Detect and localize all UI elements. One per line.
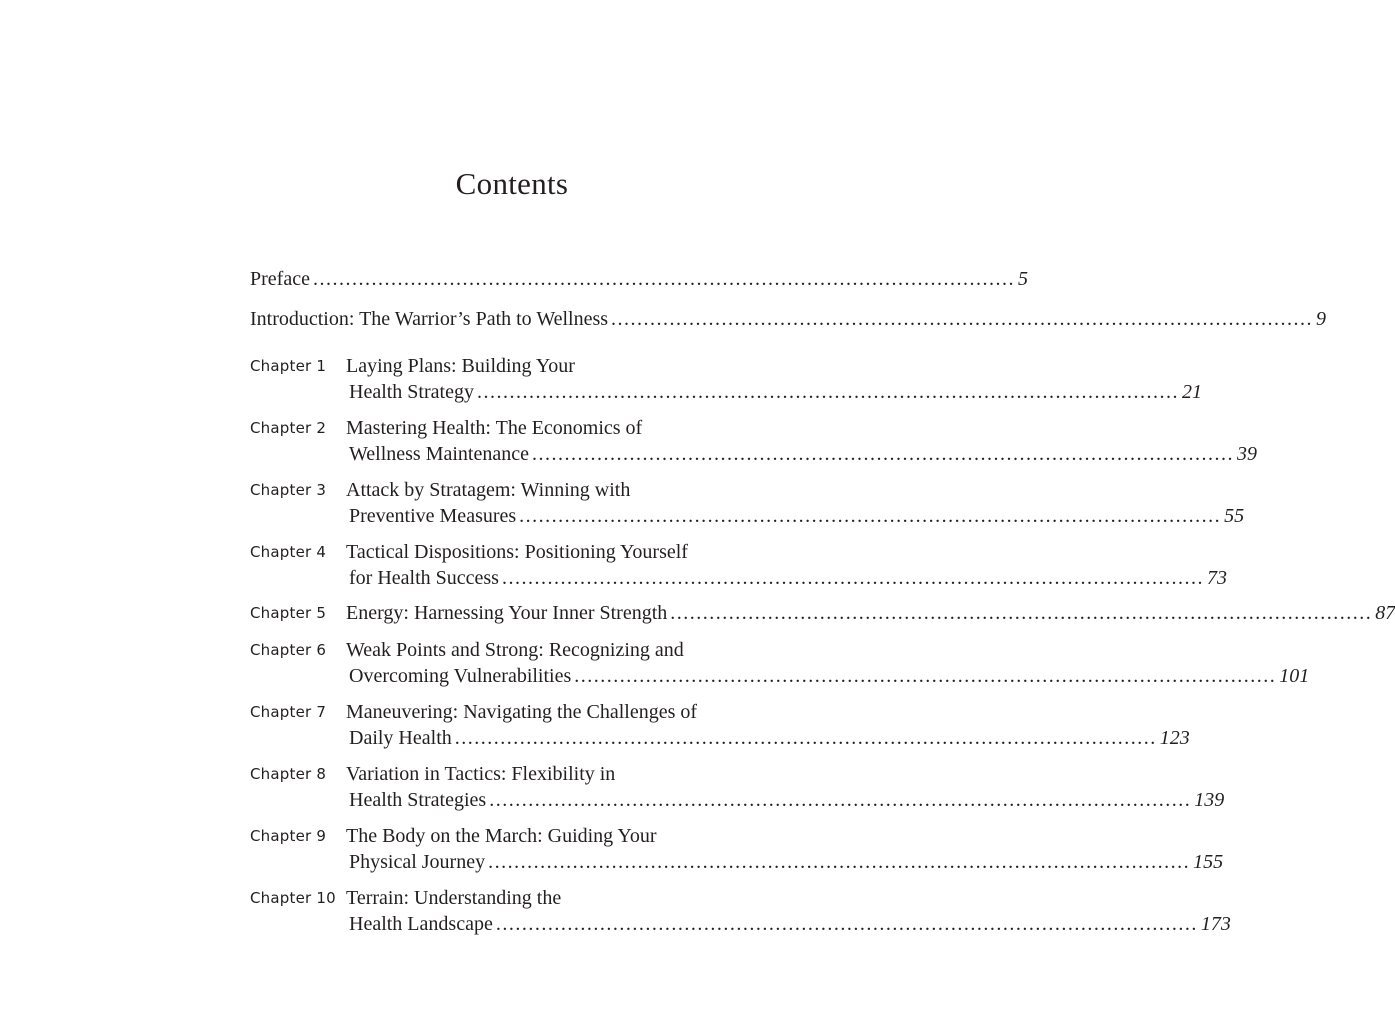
entry-title-line: Terrain: Understanding the (346, 887, 562, 909)
chapter-label: Chapter 7 (250, 703, 327, 721)
dot-leader: ............................................................................................................ (488, 851, 1191, 873)
page-number: 101 (1279, 665, 1310, 687)
dot-leader: ............................................................................................................ (501, 567, 1204, 589)
page-number: 39 (1237, 443, 1257, 465)
chapter-label: Chapter 10 (250, 889, 336, 907)
page-number: 9 (1316, 308, 1327, 330)
dot-leader: ............................................................................................................ (489, 789, 1192, 811)
entry-title-line: Weak Points and Strong: Recognizing and (346, 639, 684, 661)
chapter-label: Chapter 6 (250, 641, 327, 659)
dot-leader: ............................................................................................................ (476, 381, 1179, 403)
entry-title-line: The Body on the March: Guiding Your (346, 825, 657, 847)
page-number: 55 (1224, 505, 1245, 527)
page-number: 155 (1193, 851, 1224, 873)
page-number: 5 (1017, 268, 1028, 290)
entry-title-line: Health Strategy (349, 381, 474, 403)
chapter-label: Chapter 1 (250, 357, 327, 375)
page-number: 173 (1200, 913, 1231, 935)
page-number: 21 (1181, 381, 1202, 403)
entry-title-line: Laying Plans: Building Your (346, 355, 575, 377)
entry-title-line: Preventive Measures (349, 505, 517, 527)
chapter-label: Chapter 2 (250, 419, 327, 437)
page-number: 87 (1375, 602, 1395, 624)
entry-title-line: Health Landscape (349, 913, 493, 935)
dot-leader: ............................................................................................................ (611, 308, 1314, 330)
chapter-label: Chapter 4 (250, 543, 327, 561)
dot-leader: ............................................................................................................ (670, 602, 1373, 624)
entry-title: Preface (250, 268, 310, 290)
chapter-label: Chapter 8 (250, 765, 327, 783)
dot-leader: ............................................................................................................ (532, 443, 1234, 465)
page-number: 139 (1194, 789, 1225, 811)
page-title: Contents (455, 166, 569, 201)
entry-title-line: Maneuvering: Navigating the Challenges of (346, 701, 698, 723)
entry-title: Introduction: The Warrior’s Path to Wellness (250, 308, 609, 330)
entry-title-line: Physical Journey (349, 851, 486, 873)
entry-title-line: Overcoming Vulnerabilities (349, 665, 572, 687)
entry-title-line: Health Strategies (349, 789, 487, 811)
chapter-label: Chapter 9 (250, 827, 327, 845)
chapter-label: Chapter 5 (250, 604, 327, 622)
dot-leader: ............................................................................................................ (495, 913, 1198, 935)
page-number: 123 (1159, 727, 1190, 749)
entry-title-line: Energy: Harnessing Your Inner Strength (346, 602, 668, 624)
toc-entry-introduction (250, 306, 1327, 332)
dot-leader: ............................................................................................................ (574, 665, 1277, 687)
entry-title-line: for Health Success (349, 567, 499, 589)
toc-entry-preface (250, 266, 1028, 292)
entry-title-line: Attack by Stratagem: Winning with (346, 479, 631, 501)
entry-title-line: Tactical Dispositions: Positioning Yourself (346, 541, 688, 563)
entry-title-line: Variation in Tactics: Flexibility in (346, 763, 616, 785)
dot-leader: ............................................................................................................ (312, 268, 1015, 290)
dot-leader: ............................................................................................................ (519, 505, 1222, 527)
entry-title-line: Daily Health (349, 727, 452, 749)
entry-title-line: Mastering Health: The Economics of (346, 417, 643, 439)
page-number: 73 (1206, 567, 1227, 589)
entry-title-line: Wellness Maintenance (349, 443, 529, 465)
dot-leader: ............................................................................................................ (454, 727, 1157, 749)
chapter-label: Chapter 3 (250, 481, 327, 499)
